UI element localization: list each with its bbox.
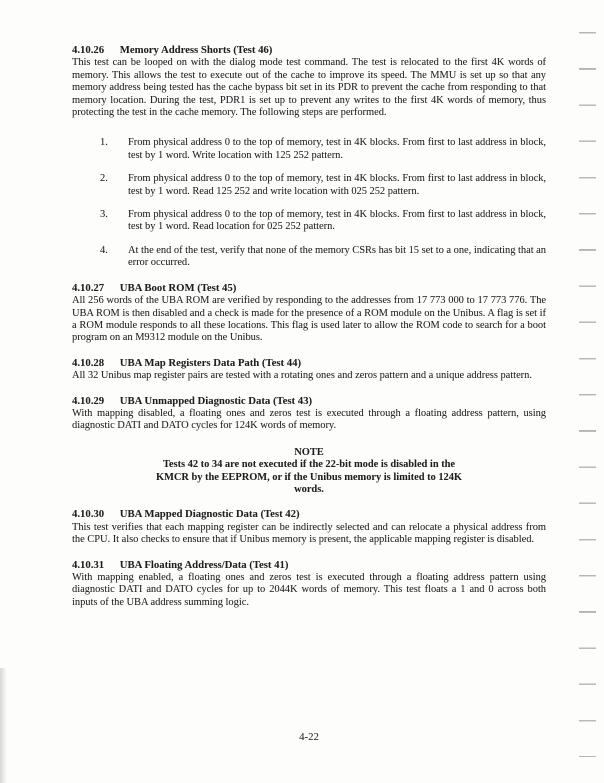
section-body: This test can be looped on with the dialog mode test command. The test is relocated to the first 4K words of memory. This allows the test to execute out of the cache to improve its speed. The MMU is set up so that any memory address being tested has the cache bypass bit set in its PDR to prevent the cache from responding to that memory location. During the test, PDR1 is set up to prevent any writes to the first 4K words of memory, thus protecting the test in the cache memory. The following steps are performed.: [72, 57, 546, 119]
section-body: With mapping disabled, a floating ones and zeros test is executed through a floating address pattern, using diagnostic DATI and DATO cycles for 124K words of memory.: [72, 407, 546, 432]
section-heading: [72, 44, 546, 56]
step-number: 3.: [100, 209, 108, 221]
scan-edge-artifact: [0, 668, 7, 783]
section-body: All 256 words of the UBA ROM are verified by responding to the addresses from 17 773 000 to 17 773 776. The UBA ROM is then disabled and a check is made for the presence of a ROM module on the Unibus. A flag is set if a ROM module responds to all these locations. This flag is used later to allow the ROM code to search for a boot program on an M9312 module on the Unibus.: [72, 295, 546, 344]
step-text: From physical address 0 to the top of memory, test in 4K blocks. From first to last address in block, test by 1 word. Read 125 252 and write location with 025 252 pattern.: [128, 173, 546, 197]
step-number: 4.: [100, 244, 108, 256]
section-title: UBA Floating Address/Data (Test 41): [119, 558, 289, 571]
note-block: [153, 447, 465, 497]
section-title: UBA Map Registers Data Path (Test 44): [119, 356, 302, 369]
list-item: [100, 173, 546, 198]
section-body: With mapping enabled, a floating ones and zeros test is executed through a floating address pattern using diagnostic DATI and DATO cycles for up to 2044K words of memory. This test floats a 1 and 0 across both inputs of the UBA address summing logic.: [72, 572, 546, 608]
list-item: [100, 209, 546, 234]
section-number: 4.10.27: [72, 281, 105, 294]
section-title: UBA Boot ROM (Test 45): [119, 281, 237, 294]
section-heading: [72, 508, 546, 520]
step-text: From physical address 0 to the top of memory, test in 4K blocks. From first to last address in block, test by 1 word. Read location for 025 252 pattern.: [128, 209, 546, 233]
list-item: [100, 245, 546, 270]
section-number: 4.10.31: [72, 558, 105, 571]
section-body: This test verifies that each mapping register can be indirectly selected and can relocate a physical address from the CPU. It also checks to ensure that if Unibus memory is present, the applicable mapping register is disabled.: [72, 521, 546, 546]
step-text: From physical address 0 to the top of memory, test in 4K blocks. From first to last address in block, test by 1 word. Write location with 125 252 pattern.: [128, 137, 546, 161]
page-content: [72, 44, 546, 609]
section-title: Memory Address Shorts (Test 46): [119, 44, 273, 56]
note-text: Tests 42 to 34 are not executed if the 22-bit mode is disabled in the KMCR by the EEPROM, or if the Unibus memory is limited to 124K words.: [155, 459, 463, 495]
section-uba-map-registers: [72, 357, 546, 383]
section-title: UBA Unmapped Diagnostic Data (Test 43): [119, 394, 313, 407]
section-heading: [72, 282, 546, 294]
page-number: 4-22: [299, 731, 319, 743]
section-title: UBA Mapped Diagnostic Data (Test 42): [119, 508, 300, 521]
section-number: 4.10.29: [72, 394, 105, 407]
section-number: 4.10.30: [72, 508, 105, 521]
section-uba-unmapped-diagnostic: [72, 395, 546, 433]
step-text: At the end of the test, verify that none of the memory CSRs has bit 15 set to a one, indicating that an error occurred.: [128, 244, 546, 269]
section-uba-floating-address-data: [72, 559, 546, 610]
section-number: 4.10.26: [72, 44, 105, 56]
section-heading: [72, 559, 546, 571]
section-heading: [72, 395, 546, 407]
section-number: 4.10.28: [72, 356, 105, 369]
section-body: All 32 Unibus map register pairs are tested with a rotating ones and zeros pattern and a unique address pattern.: [72, 370, 532, 382]
list-item: [100, 137, 546, 162]
test-steps-list: [100, 137, 546, 269]
step-number: 1.: [100, 137, 108, 149]
binding-marks: [579, 32, 596, 757]
section-memory-address-shorts: [72, 44, 546, 270]
note-label: NOTE: [294, 446, 324, 458]
section-heading: [72, 357, 546, 369]
section-uba-mapped-diagnostic: [72, 508, 546, 546]
step-number: 2.: [100, 173, 108, 185]
section-uba-boot-rom: [72, 282, 546, 345]
